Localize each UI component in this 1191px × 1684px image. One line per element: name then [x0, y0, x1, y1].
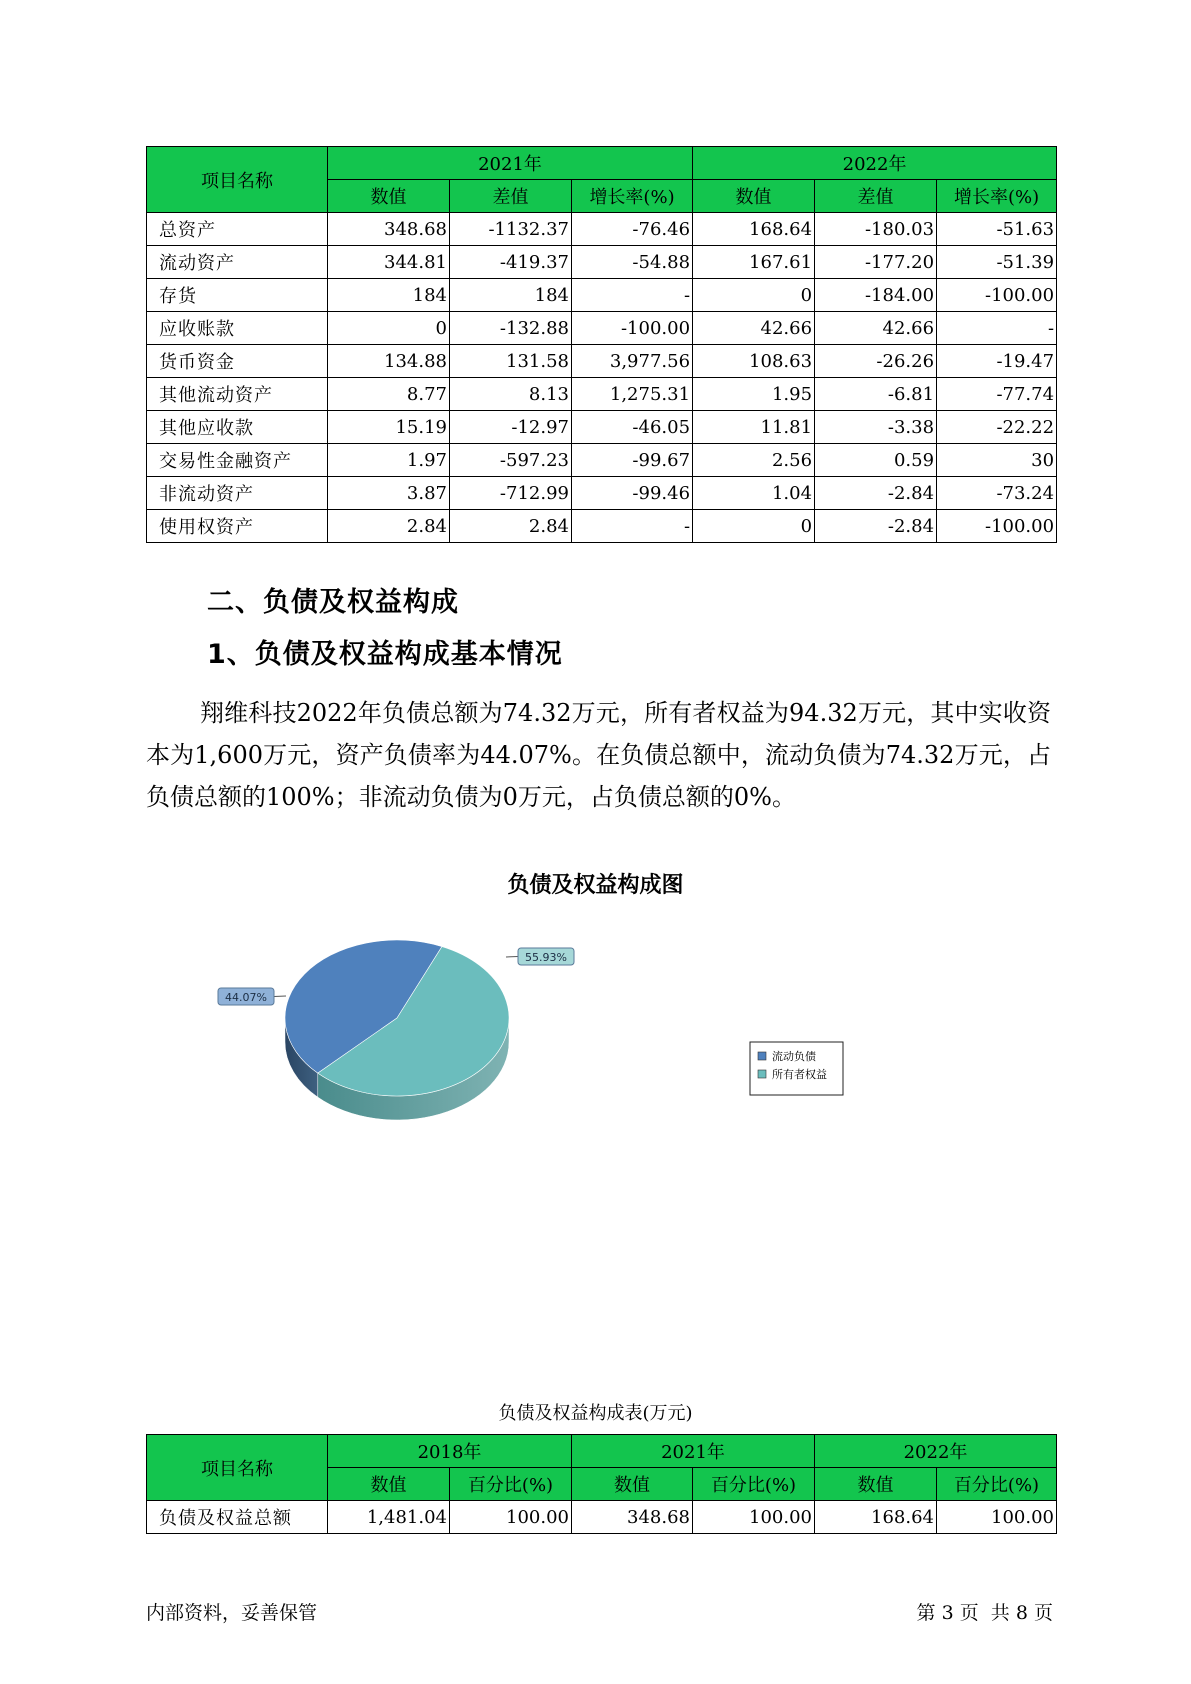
data-label: 44.07% [225, 991, 267, 1004]
table-cell: - [937, 312, 1057, 345]
table-cell: 2.84 [450, 510, 572, 543]
table-body [147, 213, 1057, 543]
row-label: 存货 [147, 279, 328, 312]
table-row [147, 312, 1057, 345]
table-cell: 1,275.31 [572, 378, 693, 411]
header-year: 2022年 [693, 147, 1057, 180]
table-cell: -177.20 [815, 246, 937, 279]
table-row [147, 345, 1057, 378]
page-number [917, 1598, 1054, 1625]
table-cell: -19.47 [937, 345, 1057, 378]
table-cell: -12.97 [450, 411, 572, 444]
table-cell: 8.13 [450, 378, 572, 411]
table-cell: -100.00 [937, 510, 1057, 543]
subheader: 差值 [450, 180, 572, 213]
table-cell: -100.00 [572, 312, 693, 345]
table-cell: 30 [937, 444, 1057, 477]
table-cell: 184 [328, 279, 450, 312]
table-cell: 11.81 [693, 411, 815, 444]
equity-table [146, 1434, 1057, 1534]
table-cell: 8.77 [328, 378, 450, 411]
subheader: 百分比(%) [937, 1468, 1057, 1501]
table-cell: -180.03 [815, 213, 937, 246]
table-cell: 108.63 [693, 345, 815, 378]
table-row [147, 411, 1057, 444]
table-cell: -2.84 [815, 510, 937, 543]
header-item-name: 项目名称 [147, 147, 328, 213]
table-cell: 1.04 [693, 477, 815, 510]
table-cell: -2.84 [815, 477, 937, 510]
table-cell: -132.88 [450, 312, 572, 345]
table-row [147, 279, 1057, 312]
subheader: 数值 [572, 1468, 693, 1501]
subheader: 差值 [815, 180, 937, 213]
page-total: 8 [1015, 1602, 1028, 1624]
table-cell: -76.46 [572, 213, 693, 246]
subheader: 数值 [693, 180, 815, 213]
subheader: 百分比(%) [450, 1468, 572, 1501]
subheader: 数值 [328, 1468, 450, 1501]
table-cell: 42.66 [693, 312, 815, 345]
table-cell: -100.00 [937, 279, 1057, 312]
table-cell: 100.00 [937, 1501, 1057, 1534]
body-paragraph: 翔维科技2022年负债总额为74.32万元，所有者权益为94.32万元，其中实收资本为1,600万元，资产负债率为44.07%。在负债总额中，流动负债为74.32万元，占负债总额的100%；非流动负债为0万元，占负债总额的0%。 [146, 699, 1051, 811]
table-cell: 100.00 [450, 1501, 572, 1534]
table-row [147, 378, 1057, 411]
header-year: 2021年 [572, 1435, 815, 1468]
table-cell: -712.99 [450, 477, 572, 510]
table-cell: -73.24 [937, 477, 1057, 510]
legend-label: 流动负债 [772, 1050, 816, 1063]
subheader: 增长率(%) [572, 180, 693, 213]
row-label: 其他应收款 [147, 411, 328, 444]
table-cell: 348.68 [572, 1501, 693, 1534]
header-year: 2018年 [328, 1435, 572, 1468]
table-cell: 2.84 [328, 510, 450, 543]
pie-tops [285, 940, 509, 1096]
table-cell: 168.64 [693, 213, 815, 246]
table-cell: 42.66 [815, 312, 937, 345]
table-cell: -54.88 [572, 246, 693, 279]
footer-confidential: 内部资料，妥善保管 [146, 1602, 318, 1624]
table-cell: -51.39 [937, 246, 1057, 279]
legend-swatch [758, 1052, 766, 1060]
table-row [147, 246, 1057, 279]
table-cell: - [572, 279, 693, 312]
data-label-leader [506, 957, 518, 958]
chart-title: 负债及权益构成图 [507, 873, 684, 898]
table-cell: 2.56 [693, 444, 815, 477]
table-cell: 348.68 [328, 213, 450, 246]
table-cell: -77.74 [937, 378, 1057, 411]
table-cell: 131.58 [450, 345, 572, 378]
data-label-leader [274, 996, 286, 997]
row-label: 流动资产 [147, 246, 328, 279]
subheader: 增长率(%) [937, 180, 1057, 213]
table-cell: 0 [693, 279, 815, 312]
row-label: 其他流动资产 [147, 378, 328, 411]
page-suffix: 页 [1033, 1602, 1053, 1624]
table-cell: -26.26 [815, 345, 937, 378]
table-cell: -46.05 [572, 411, 693, 444]
table-cell: -184.00 [815, 279, 937, 312]
table-row [147, 444, 1057, 477]
table-cell: -6.81 [815, 378, 937, 411]
header-year: 2022年 [815, 1435, 1057, 1468]
table-cell: 344.81 [328, 246, 450, 279]
legend-swatch [758, 1070, 766, 1078]
row-label: 负债及权益总额 [147, 1501, 328, 1534]
page-current: 3 [941, 1602, 954, 1624]
table-row [147, 477, 1057, 510]
subheader: 数值 [328, 180, 450, 213]
row-label: 使用权资产 [147, 510, 328, 543]
table-row [147, 1501, 1057, 1534]
table-cell: 0 [328, 312, 450, 345]
asset-table [146, 146, 1057, 543]
section-heading: 二、负债及权益构成 [207, 587, 459, 618]
table-caption: 负债及权益构成表(万元) [498, 1403, 693, 1424]
row-label: 应收账款 [147, 312, 328, 345]
table-cell: 1.95 [693, 378, 815, 411]
table-cell: -419.37 [450, 246, 572, 279]
table-cell: -1132.37 [450, 213, 572, 246]
row-label: 货币资金 [147, 345, 328, 378]
row-label: 非流动资产 [147, 477, 328, 510]
table-cell: -597.23 [450, 444, 572, 477]
table-cell: 167.61 [693, 246, 815, 279]
table-cell: 134.88 [328, 345, 450, 378]
subheader: 百分比(%) [693, 1468, 815, 1501]
table-cell: -22.22 [937, 411, 1057, 444]
row-label: 交易性金融资产 [147, 444, 328, 477]
header-year: 2021年 [328, 147, 693, 180]
table-cell: -51.63 [937, 213, 1057, 246]
table-cell: -99.46 [572, 477, 693, 510]
table-cell: 15.19 [328, 411, 450, 444]
table-cell: 100.00 [693, 1501, 815, 1534]
legend-label: 所有者权益 [772, 1068, 827, 1081]
table-row [147, 213, 1057, 246]
pie-chart [210, 940, 890, 1200]
table-cell: 0.59 [815, 444, 937, 477]
data-label: 55.93% [525, 951, 567, 964]
subheader: 数值 [815, 1468, 937, 1501]
table-cell: 3.87 [328, 477, 450, 510]
table-cell: 1,481.04 [328, 1501, 450, 1534]
header-item-name: 项目名称 [147, 1435, 328, 1501]
table-cell: - [572, 510, 693, 543]
table-cell: 0 [693, 510, 815, 543]
table-cell: 168.64 [815, 1501, 937, 1534]
table-cell: 184 [450, 279, 572, 312]
page-mid: 页 共 [959, 1602, 1010, 1624]
row-label: 总资产 [147, 213, 328, 246]
table-row [147, 510, 1057, 543]
page-prefix: 第 [916, 1602, 936, 1624]
table-cell: 3,977.56 [572, 345, 693, 378]
table-cell: -99.67 [572, 444, 693, 477]
table-cell: 1.97 [328, 444, 450, 477]
sub-heading: 1、负债及权益构成基本情况 [207, 639, 563, 670]
table-body [147, 1501, 1057, 1534]
table-cell: -3.38 [815, 411, 937, 444]
chart-legend [750, 1042, 843, 1095]
